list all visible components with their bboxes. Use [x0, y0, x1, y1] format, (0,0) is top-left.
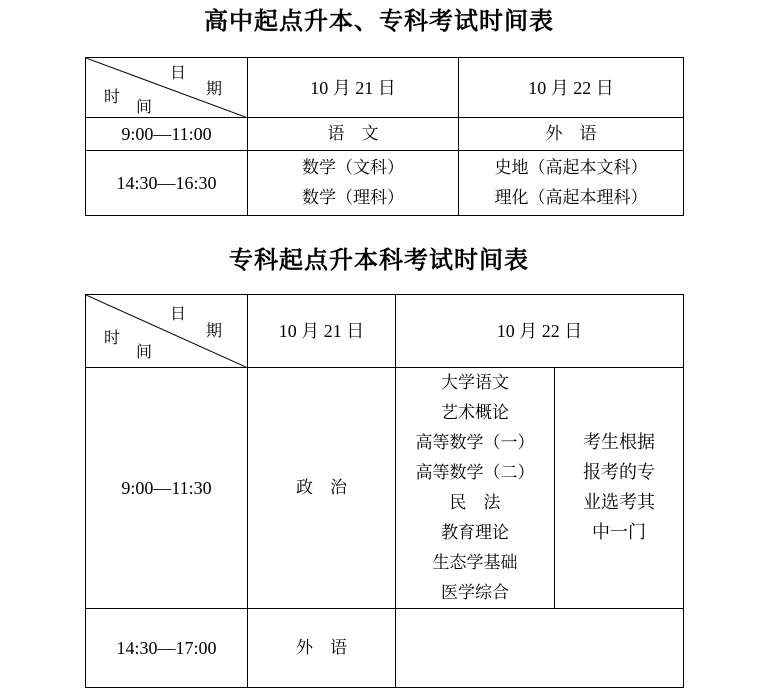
subject-item: 高等数学（一） [415, 433, 535, 453]
day2-header: 10 月 22 日 [459, 58, 684, 118]
subject-item: 生态学基础 [432, 553, 518, 573]
table-cell [248, 151, 459, 216]
table-cell: 外 语 [459, 118, 684, 151]
note-line: 考生根据 [583, 432, 655, 453]
date-label-2: 期 [206, 79, 223, 98]
time-slot-morning: 9:00—11:00 [86, 118, 248, 151]
date-label-1: 日 [170, 304, 187, 323]
table-cell [459, 151, 684, 216]
day2-header: 10 月 22 日 [396, 295, 684, 368]
table2-title: 专科起点升本科考试时间表 [229, 245, 529, 274]
table-cell-empty [396, 609, 684, 688]
subject-item: 数学（文科） [302, 158, 404, 178]
subject-item: 史地（高起本文科） [494, 158, 648, 178]
table1-title: 高中起点升本、专科考试时间表 [204, 6, 554, 35]
time-label-1: 时 [104, 328, 121, 347]
exam-schedule-table-1 [85, 57, 684, 216]
exam-schedule-table-2 [85, 294, 684, 688]
subject-list-cell [396, 368, 555, 609]
subject-item: 艺术概论 [441, 403, 509, 423]
subject-item: 理化（高起本理科） [494, 188, 648, 208]
note-line: 中一门 [592, 522, 646, 543]
table-cell: 政 治 [248, 368, 396, 609]
time-slot-afternoon: 14:30—17:00 [86, 609, 248, 688]
subject-item: 大学语文 [441, 373, 509, 393]
day1-header: 10 月 21 日 [248, 295, 396, 368]
note-line: 报考的专 [583, 462, 655, 483]
table-cell: 外 语 [248, 609, 396, 688]
time-label-2: 间 [136, 97, 153, 116]
subject-item: 高等数学（二） [415, 463, 535, 483]
time-slot-morning: 9:00—11:30 [86, 368, 248, 609]
note-line: 业选考其 [583, 492, 655, 513]
day1-header: 10 月 21 日 [248, 58, 459, 118]
time-label-2: 间 [136, 342, 153, 361]
table-cell: 语 文 [248, 118, 459, 151]
subject-item: 医学综合 [441, 583, 509, 603]
date-label-2: 期 [206, 321, 223, 340]
subject-item: 数学（理科） [302, 188, 404, 208]
time-label-1: 时 [104, 87, 121, 106]
time-slot-afternoon: 14:30—16:30 [86, 151, 248, 216]
note-cell [555, 368, 684, 609]
header-diagonal-cell [86, 295, 248, 368]
header-diagonal-cell [86, 58, 248, 118]
subject-item: 民 法 [449, 493, 501, 513]
subject-item: 教育理论 [441, 523, 509, 543]
date-label-1: 日 [170, 63, 187, 82]
